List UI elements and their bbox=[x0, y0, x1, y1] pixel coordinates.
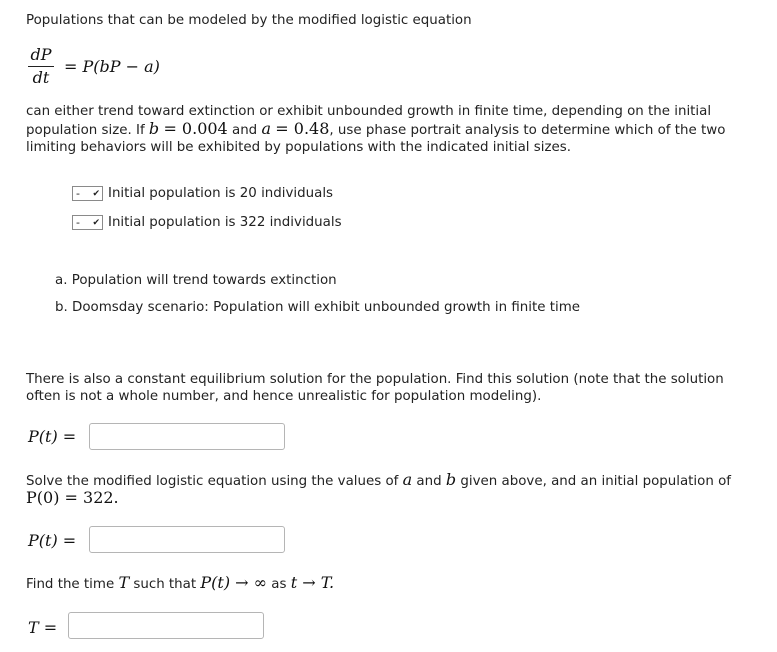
select-value: - bbox=[76, 187, 80, 200]
solve-paragraph bbox=[26, 471, 746, 506]
fraction-bar bbox=[28, 66, 54, 67]
time-text: Find the time bbox=[26, 577, 119, 592]
fraction-numerator: dP bbox=[30, 45, 52, 64]
solution-label: P(t) = bbox=[28, 531, 77, 550]
time-question bbox=[26, 573, 334, 592]
solve-text-end: given above, and an initial population of bbox=[456, 474, 731, 489]
equilibrium-label: P(t) = bbox=[28, 427, 77, 446]
b-variable: b bbox=[445, 470, 457, 489]
description-line-3: limiting behaviors will be exhibited by populations with the indicated initial sizes. bbox=[26, 140, 571, 155]
equation-rhs: = P(bP − a) bbox=[64, 57, 160, 76]
time-text-mid: such that bbox=[129, 577, 201, 592]
blowup-condition: P(t) → ∞ bbox=[200, 573, 267, 592]
population-322-select[interactable] bbox=[72, 215, 103, 230]
time-label: T = bbox=[28, 618, 58, 637]
option-b: b. Doomsday scenario: Population will exhibit unbounded growth in finite time bbox=[55, 300, 580, 315]
initial-condition: P(0) = 322. bbox=[26, 488, 119, 507]
intro-text: Populations that can be modeled by the modified logistic equation bbox=[26, 13, 472, 28]
equilibrium-line-2: often is not a whole number, and hence unrealistic for population modeling). bbox=[26, 389, 542, 404]
population-20-label: Initial population is 20 individuals bbox=[108, 186, 334, 201]
chevron-down-icon: ✔ bbox=[92, 188, 100, 199]
equilibrium-paragraph bbox=[26, 371, 746, 405]
b-value: = 0.004 bbox=[163, 119, 228, 138]
derivative-fraction bbox=[28, 45, 54, 87]
option-a: a. Population will trend towards extinction bbox=[55, 273, 337, 288]
solution-answer-input[interactable] bbox=[89, 526, 285, 553]
description-line-1: can either trend toward extinction or exhibit unbounded growth in finite time, depending on the initial bbox=[26, 104, 712, 119]
population-322-label: Initial population is 322 individuals bbox=[108, 215, 342, 230]
T-variable: T bbox=[118, 573, 130, 592]
solve-line-1 bbox=[26, 471, 746, 490]
description-text: population size. If bbox=[26, 123, 149, 138]
description-text-end: , use phase portrait analysis to determine which of the two bbox=[329, 123, 726, 138]
a-value: = 0.48 bbox=[275, 119, 330, 138]
a-variable: a bbox=[402, 470, 413, 489]
description-paragraph bbox=[26, 103, 746, 156]
equilibrium-line-1: There is also a constant equilibrium solution for the population. Find this solution (note that the solution bbox=[26, 372, 724, 387]
and-text: and bbox=[412, 474, 446, 489]
time-answer-input[interactable] bbox=[68, 612, 264, 639]
fraction-denominator: dt bbox=[32, 68, 50, 87]
b-variable: b bbox=[148, 119, 160, 138]
and-text: and bbox=[227, 123, 262, 138]
chevron-down-icon: ✔ bbox=[92, 217, 100, 228]
as-text: as bbox=[266, 577, 291, 592]
a-variable: a bbox=[261, 119, 271, 138]
population-20-select[interactable] bbox=[72, 186, 103, 201]
select-value: - bbox=[76, 216, 80, 229]
description-line-2 bbox=[26, 120, 746, 139]
solve-text: Solve the modified logistic equation using the values of bbox=[26, 474, 403, 489]
limit-expression: t → T. bbox=[290, 573, 335, 592]
equilibrium-answer-input[interactable] bbox=[89, 423, 285, 450]
